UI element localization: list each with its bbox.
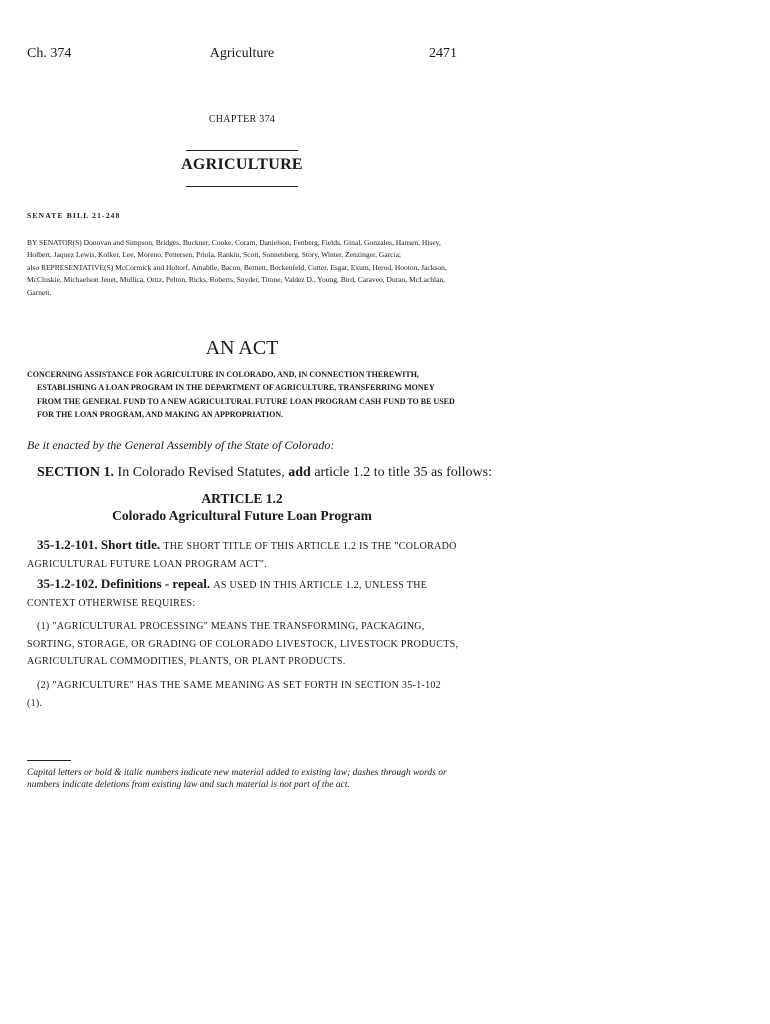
sponsors-block <box>27 237 459 299</box>
section-1 <box>37 465 492 481</box>
section-101-text: THE SHORT TITLE OF THIS ARTICLE 1.2 IS THE "COLORADO AGRICULTURAL FUTURE LOAN PROGRAM ACT". <box>27 541 457 570</box>
enacting-clause: Be it enacted by the General Assembly of the State of Colorado: <box>27 438 335 452</box>
bill-id: SENATE BILL 21-248 <box>27 211 121 220</box>
section-1-add: add <box>288 465 311 480</box>
paragraph-definitions <box>27 576 459 611</box>
section-101-heading: 35-1.2-101. Short title. <box>37 537 161 552</box>
section-1-label: SECTION 1. <box>37 465 115 480</box>
section-102-heading: 35-1.2-102. Definitions - repeal. <box>37 576 211 591</box>
chapter-title: AGRICULTURE <box>181 156 303 173</box>
section-1-text-a: In Colorado Revised Statutes, <box>117 465 285 480</box>
definition-2-text: (2) "AGRICULTURE" HAS THE SAME MEANING AS SET FORTH IN SECTION 35-1-102 (1). <box>27 680 441 709</box>
definition-1-text: (1) "AGRICULTURAL PROCESSING" MEANS THE TRANSFORMING, PACKAGING, SORTING, STORAGE, OR GRADING OF COLORADO LIVESTOCK, LIVESTOCK PRODUCTS, AGRICULTURAL COMMODITIES, PLANTS, OR PLANT PRODUCTS. <box>27 621 459 667</box>
act-title: AN ACT <box>205 337 279 359</box>
section-102-text: AS USED IN THIS ARTICLE 1.2, UNLESS THE CONTEXT OTHERWISE REQUIRES: <box>27 580 428 609</box>
article-name: Colorado Agricultural Future Loan Program <box>112 508 372 523</box>
footnote-rule <box>27 760 71 761</box>
paragraph-short-title <box>27 537 459 572</box>
concerning-line-1: CONCERNING ASSISTANCE FOR AGRICULTURE IN COLORADO, AND, IN CONNECTION THEREWITH, <box>27 370 419 379</box>
running-header-subject: Agriculture <box>209 46 275 61</box>
act-concerning-clause <box>27 368 459 421</box>
section-1-text-b: article 1.2 to title 35 as follows: <box>314 465 492 480</box>
definition-1 <box>27 617 459 670</box>
concerning-continuation: ESTABLISHING A LOAN PROGRAM IN THE DEPARTMENT OF AGRICULTURE, TRANSFERRING MONEY FROM THE GENERAL FUND TO A NEW AGRICULTURAL FUTURE LOAN PROGRAM CASH FUND TO BE USED FOR THE LOAN PROGRAM, AND MAKING AN APPROPRIATION. <box>37 383 455 419</box>
senate-sponsors: BY SENATOR(S) Donovan and Simpson, Bridges, Buckner, Cooke, Coram, Danielson, Fenberg, Fields, Ginal, Gonzales, Hansen, Hisey, Holbert, Jaquez Lewis, Kolker, Lee, Moreno, Pettersen, Priola, Rankin, Scott, Sonnenberg, Story, Winter, Zenzinger, Garcia; <box>27 238 441 260</box>
chapter-label: CHAPTER 374 <box>208 114 276 125</box>
running-header-chapter: Ch. 374 <box>27 46 72 61</box>
title-rule-top <box>186 150 298 151</box>
definition-2 <box>27 676 459 711</box>
article-heading <box>0 490 484 524</box>
article-number: ARTICLE 1.2 <box>201 491 283 506</box>
house-sponsors: also REPRESENTATIVE(S) McCormick and Holtorf, Amabile, Bacon, Bernett, Bockenfeld, Cutter, Esgar, Exum, Herod, Hooton, Jackson, McCluskie, Michaelson Jenet, Mullica, Ortiz, Pelton, Ricks, Roberts, Snyder, Titone, Valdez D., Young, Bird, Caraveo, Duran, McLachlan, Garnett. <box>27 262 447 297</box>
footnote: Capital letters or bold & italic numbers indicate new material added to existing law; dashes through words or numbers indicate deletions from existing law and such material is not part of the act. <box>27 768 447 790</box>
page-number: 2471 <box>429 46 457 61</box>
title-rule-bottom <box>186 186 298 187</box>
